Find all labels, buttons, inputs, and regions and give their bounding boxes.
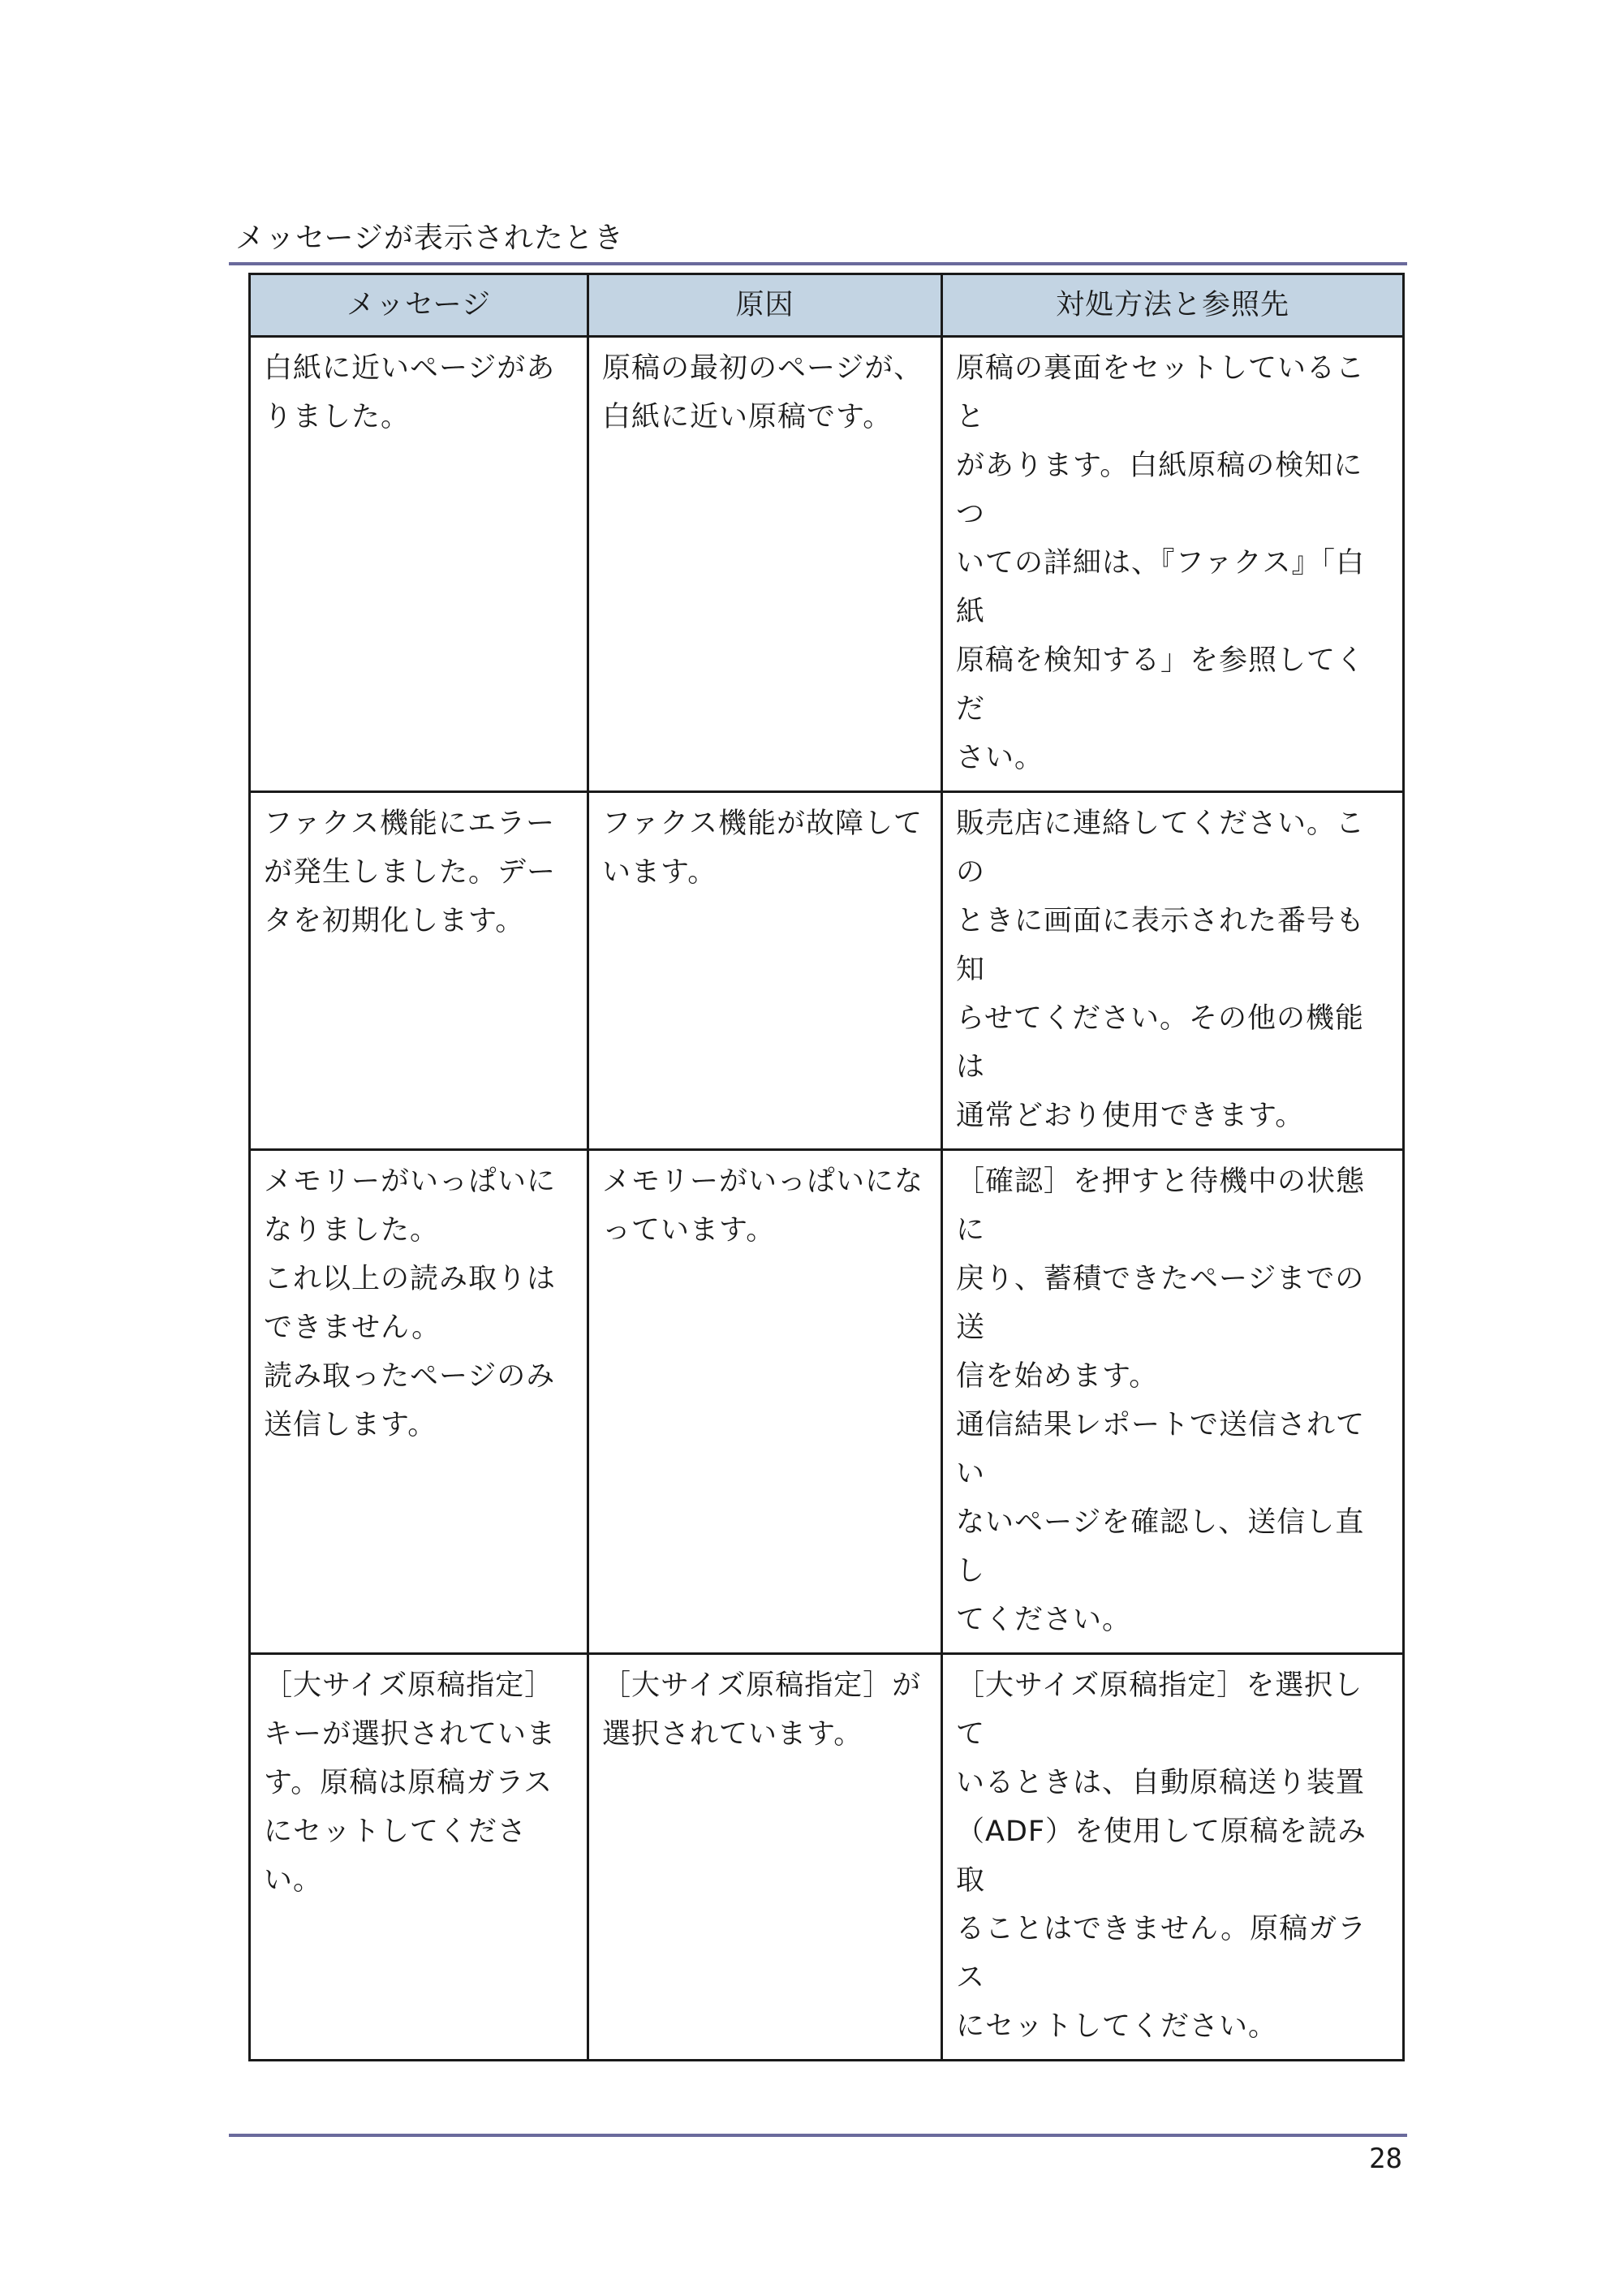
- cell-line: 信を始めます。: [956, 1360, 1159, 1393]
- cell-line: さい。: [956, 742, 1044, 774]
- remedy-cell: [942, 337, 1404, 792]
- cell-line: いるときは、自動原稿送り装置: [956, 1767, 1366, 1799]
- cell-line: てください。: [956, 1604, 1132, 1636]
- page-number: 28: [1369, 2143, 1402, 2175]
- cell-line: があります。白紙原稿の検知につ: [956, 450, 1363, 531]
- remedy-cell: [942, 792, 1404, 1150]
- remedy-cell: [942, 1150, 1404, 1654]
- cause-cell: [588, 1654, 942, 2061]
- cell-line: す。原稿は原稿ガラス: [264, 1767, 553, 1799]
- message-table: [248, 273, 1405, 2061]
- cell-line: 原稿の最初のページが、: [602, 352, 923, 385]
- message-cell: [250, 1654, 588, 2061]
- cell-line: メモリーがいっぱいにな: [602, 1165, 924, 1198]
- cell-line: タを初期化します。: [264, 905, 525, 937]
- cell-line: 読み取ったページのみ: [264, 1360, 556, 1393]
- cause-cell: [588, 1150, 942, 1654]
- cell-line: ファクス機能が故障して: [602, 808, 923, 840]
- table-row: [250, 792, 1404, 1150]
- footer-rule: [229, 2134, 1407, 2137]
- table-row: [250, 1654, 1404, 2061]
- cell-line: 選択されています。: [602, 1718, 863, 1751]
- cell-line: 白紙に近い原稿です。: [602, 401, 893, 433]
- cell-line: 販売店に連絡してください。この: [956, 808, 1366, 889]
- message-cell: [250, 337, 588, 792]
- cell-line: ［大サイズ原稿指定］: [264, 1669, 554, 1702]
- cell-line: りました。: [264, 401, 411, 433]
- cell-line: 戻り、蓄積できたページまでの送: [956, 1263, 1365, 1344]
- table-row: [250, 1150, 1404, 1654]
- cell-line: にセットしてくださ: [264, 1816, 527, 1848]
- column-header-cause: 原因: [588, 274, 942, 337]
- cell-line: 通信結果レポートで送信されてい: [956, 1409, 1366, 1490]
- cell-line: 原稿の裏面をセットしていること: [956, 352, 1366, 433]
- column-header-message: メッセージ: [250, 274, 588, 337]
- section-heading: メッセージが表示されたとき: [235, 222, 624, 255]
- cell-line: ファクス機能にエラー: [264, 808, 555, 840]
- cell-line: キーが選択されていま: [264, 1718, 557, 1751]
- cell-line: これ以上の読み取りは: [264, 1263, 557, 1295]
- cell-line: 送信します。: [264, 1409, 437, 1441]
- table-header-row: [250, 274, 1404, 337]
- message-cell: [250, 792, 588, 1150]
- cell-line: らせてください。その他の機能は: [956, 1002, 1364, 1083]
- cell-line: が発生しました。デー: [264, 856, 557, 889]
- table-row: [250, 337, 1404, 792]
- cell-line: います。: [602, 856, 717, 889]
- cause-cell: [588, 792, 942, 1150]
- cause-cell: [588, 337, 942, 792]
- cell-line: ることはできません。原稿ガラス: [956, 1913, 1367, 1994]
- cell-line: （ADF）を使用して原稿を読み取: [956, 1816, 1367, 1897]
- cell-line: 白紙に近いページがあ: [264, 352, 556, 385]
- remedy-cell: [942, 1654, 1404, 2061]
- message-cell: [250, 1150, 588, 1654]
- cell-line: っています。: [602, 1214, 776, 1247]
- cell-line: ［大サイズ原稿指定］が: [602, 1669, 922, 1702]
- cell-line: い。: [264, 1864, 323, 1897]
- cell-line: いての詳細は、『ファクス』「白紙: [956, 547, 1365, 628]
- cell-line: ［大サイズ原稿指定］を選択して: [956, 1669, 1363, 1751]
- cell-line: できません。: [264, 1312, 441, 1344]
- cell-line: メモリーがいっぱいに: [264, 1165, 557, 1198]
- heading-rule: [229, 262, 1407, 265]
- cell-line: 原稿を検知する」を参照してくだ: [956, 644, 1366, 726]
- cell-line: 通常どおり使用できます。: [956, 1100, 1305, 1132]
- cell-line: ないページを確認し、送信し直し: [956, 1506, 1365, 1587]
- cell-line: ときに画面に表示された番号も知: [956, 905, 1366, 986]
- cell-line: なりました。: [264, 1214, 440, 1247]
- column-header-remedy: 対処方法と参照先: [942, 274, 1404, 337]
- cell-line: ［確認］を押すと待機中の状態に: [956, 1165, 1366, 1247]
- cell-line: にセットしてください。: [956, 2010, 1278, 2043]
